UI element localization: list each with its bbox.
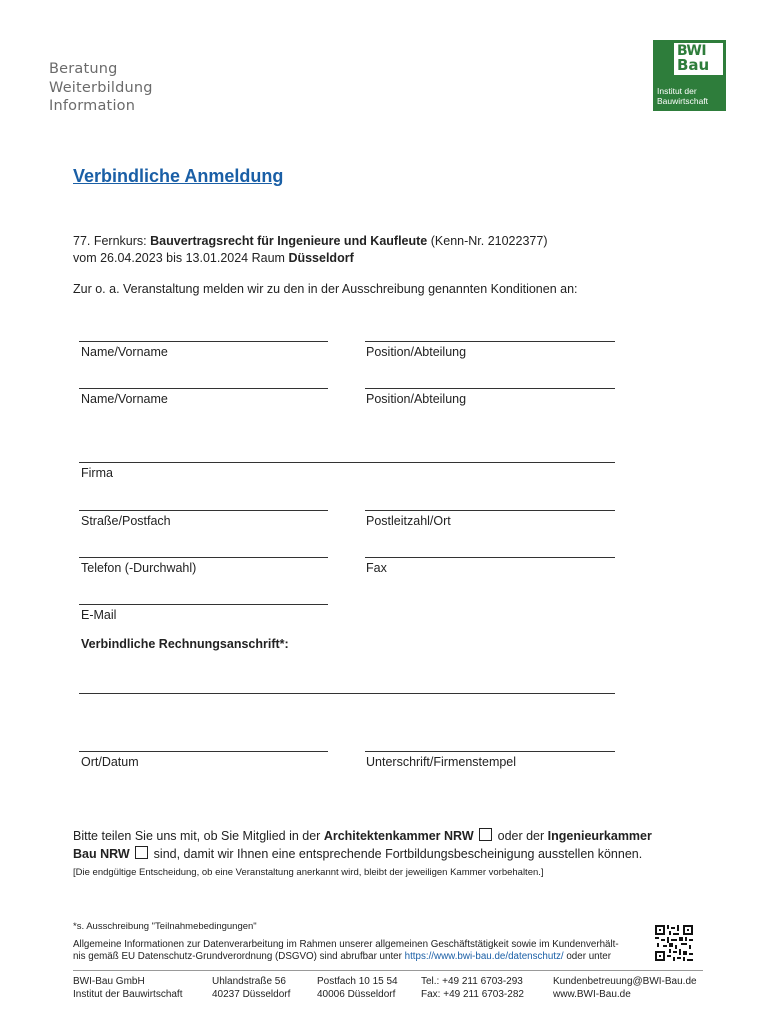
footer-postbox	[317, 975, 398, 1001]
footnote: *s. Ausschreibung "Teilnahmebedingungen"	[73, 921, 257, 932]
telefon-line[interactable]	[79, 557, 328, 558]
footer-company-sub: Institut der Bauwirtschaft	[73, 989, 183, 1000]
strasse-label: Straße/Postfach	[81, 514, 171, 528]
ingenieurkammer-checkbox[interactable]	[135, 846, 148, 859]
name2-label: Name/Vorname	[81, 392, 168, 406]
membership-line-1	[73, 827, 703, 845]
intro-text: Zur o. a. Veranstaltung melden wir zu den in der Ausschreibung genannten Konditionen an:	[73, 282, 578, 296]
footer-phone	[421, 975, 524, 1001]
privacy-text	[73, 939, 663, 963]
footer-street	[212, 975, 290, 1001]
footer-website[interactable]: www.BWI-Bau.de	[553, 989, 631, 1000]
membership-text	[73, 827, 703, 863]
unterschrift-label: Unterschrift/Firmenstempel	[366, 755, 517, 769]
ortdatum-line[interactable]	[79, 751, 328, 752]
logo-sub2: Bauwirtschaft	[657, 96, 709, 106]
course-place: Düsseldorf	[288, 251, 354, 265]
privacy-link[interactable]: https://www.bwi-bau.de/datenschutz/	[404, 951, 564, 962]
footer-tel: Tel.: +49 211 6703-293	[421, 976, 523, 987]
course-dates: vom 26.04.2023 bis 13.01.2024 Raum	[73, 251, 289, 265]
name2-line[interactable]	[79, 388, 328, 389]
email-line[interactable]	[79, 604, 328, 605]
strasse-line[interactable]	[79, 510, 328, 511]
ingenieurkammer-label: Ingenieurkammer	[547, 829, 652, 843]
membership-t1: Bitte teilen Sie uns mit, ob Sie Mitglied in der	[73, 829, 324, 843]
course-info	[73, 233, 693, 267]
fax-label: Fax	[366, 561, 387, 575]
tagline-line: Information	[49, 98, 136, 114]
course-kenn: (Kenn-Nr. 21022377)	[427, 234, 548, 248]
architektenkammer-label: Architektenkammer NRW	[323, 829, 474, 843]
footer-postbox-city: 40006 Düsseldorf	[317, 989, 396, 1000]
bwi-bau-logo	[653, 40, 726, 111]
membership-t2: oder der	[494, 829, 548, 843]
plz-line[interactable]	[365, 510, 615, 511]
membership-t3: sind, damit wir Ihnen eine entsprechende Fortbildungsbescheinigung ausstellen können.	[150, 847, 643, 861]
bau-nrw-label: Bau NRW	[73, 847, 130, 861]
logo-bwi: BWI	[677, 43, 707, 59]
footer-contact	[553, 975, 697, 1001]
course-line-2	[73, 250, 693, 267]
position1-line[interactable]	[365, 341, 615, 342]
privacy-line-2a: nis gemäß EU Datenschutz-Grundverordnung (DSGVO) sind abrufbar unter	[73, 951, 405, 962]
tagline-line: Weiterbildung	[49, 79, 153, 96]
position2-label: Position/Abteilung	[366, 392, 467, 406]
footer-email[interactable]: Kundenbetreuung@BWI-Bau.de	[553, 976, 697, 987]
rechnung-label: Verbindliche Rechnungsanschrift*:	[81, 637, 289, 651]
logo-institute	[657, 86, 708, 106]
footer-street-line: Uhlandstraße 56	[212, 976, 286, 987]
position2-line[interactable]	[365, 388, 615, 389]
tagline	[49, 60, 153, 116]
course-name: Bauvertragsrecht für Ingenieure und Kaufleute	[150, 234, 428, 248]
footer-street-city: 40237 Düsseldorf	[212, 989, 291, 1000]
footer-company-name: BWI-Bau GmbH	[73, 976, 145, 987]
page-title: Verbindliche Anmeldung	[73, 166, 284, 186]
course-prefix: 77. Fernkurs:	[73, 234, 151, 248]
membership-line-2	[73, 845, 703, 863]
footer-divider	[73, 970, 703, 971]
logo-bau: Bau	[677, 56, 710, 74]
privacy-line-2b: oder unter	[563, 951, 612, 962]
architektenkammer-checkbox[interactable]	[479, 828, 492, 841]
firma-line[interactable]	[79, 462, 615, 463]
tagline-line: Beratung	[49, 61, 118, 77]
rechnung-line[interactable]	[79, 693, 615, 694]
footer-company	[73, 975, 183, 1001]
telefon-label: Telefon (-Durchwahl)	[81, 561, 197, 575]
fax-line[interactable]	[365, 557, 615, 558]
qr-code-icon	[655, 925, 693, 961]
plz-label: Postleitzahl/Ort	[366, 514, 451, 528]
privacy-line-2	[73, 951, 663, 963]
kammer-note: [Die endgültige Entscheidung, ob eine Veranstaltung anerkannt wird, bleibt der jeweiligen Kammer vorbehalten.]	[73, 867, 544, 878]
logo-sub1: Institut der	[657, 86, 697, 96]
footer-fax: Fax: +49 211 6703-282	[421, 989, 524, 1000]
name1-line[interactable]	[79, 341, 328, 342]
privacy-line-1: Allgemeine Informationen zur Datenverarbeitung im Rahmen unserer allgemeinen Geschäftstätigkeit sowie im Kundenverhält-	[73, 939, 619, 950]
footer-postbox-line: Postfach 10 15 54	[317, 976, 398, 987]
position1-label: Position/Abteilung	[366, 345, 467, 359]
name1-label: Name/Vorname	[81, 345, 168, 359]
course-line-1	[73, 233, 693, 250]
firma-label: Firma	[81, 466, 113, 480]
email-label: E-Mail	[81, 608, 117, 622]
unterschrift-line[interactable]	[365, 751, 615, 752]
ortdatum-label: Ort/Datum	[81, 755, 139, 769]
